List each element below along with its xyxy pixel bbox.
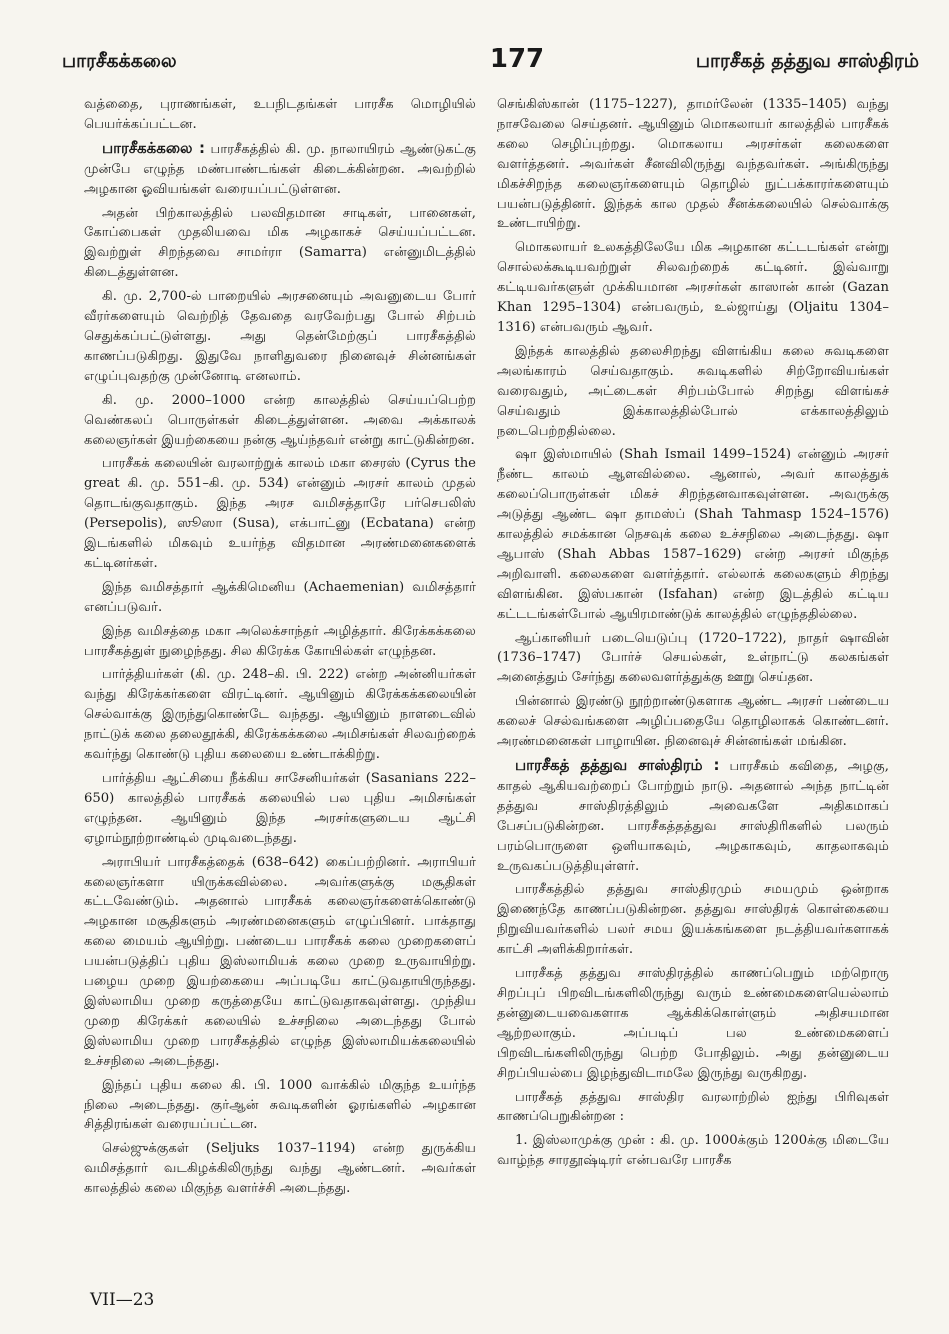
right-column (497, 95, 889, 1307)
paragraph (84, 665, 476, 765)
paragraph-text: மொகலாயர் உலகத்திலேயே மிக அழகான கட்டடங்கள் என்று சொல்லக்கூடியவற்றுள் சிலவற்றைக் கட்டினர். இவ்வாறு கட்டியவர்களுள் முக்கியமான அரசர்கள் காஸான் கான் (Gazan Khan 1295–1304) என்பவரும், உல்ஜாய்து (Oljaitu 1304–1316) என்பவரும் ஆவர். (497, 240, 889, 335)
paragraph (84, 391, 476, 451)
paragraph-text: பின்னால் இரண்டு நூற்றாண்டுகளாக ஆண்ட அரசர் பண்டைய கலைச் செல்வங்களை அழிப்பதையே தொழிலாகக் கொண்டனர். அரண்மனைகள் பாழாயின. நினைவுச் சின்னங்கள் மங்கின. (497, 694, 889, 750)
paragraph (84, 204, 476, 284)
paragraph (84, 1076, 476, 1136)
paragraph (84, 95, 476, 135)
paragraph-text: பாரசீகத்தில் தத்துவ சாஸ்திரமும் சமயமும் ஒன்றாக இணைந்தே காணப்படுகின்றன. தத்துவ சாஸ்திரக் கொள்கையை நிறுவியவர்களில் பலர் சமய இயக்கங்களை நடத்தியவர்களாகக் காட்சி அளிக்கிறார்கள். (497, 882, 889, 958)
paragraph (497, 756, 889, 876)
paragraph-text: வத்தைை, புராணங்கள், உபநிடதங்கள் பாரசீக மொழியில் பெயர்க்கப்பட்டன. (84, 97, 476, 132)
page-number: 177 (489, 44, 545, 74)
paragraph (497, 238, 889, 338)
paragraph-text: பாரசீகத் தத்துவ சாஸ்திரத்தில் காணப்பெறும் மற்றொரு சிறப்புப் பிறவிடங்களிலிருந்து வரும் உண்மைகளையெல்லாம் தன்னுடையவைகளாக ஆக்கிக்கொள்ளும் அதிசயமான ஆற்றலாகும். அப்படிப் பல உண்மைகளைப் பிறவிடங்களிலிருந்து பெற்ற போதிலும். அது தன்னுடைய சிறப்பியல்பை இழந்துவிடாமலே இருந்து வருகிறது. (497, 966, 889, 1081)
paragraph-text: பாரசீகத் தத்துவ சாஸ்திர வரலாற்றில் ஐந்து பிரிவுகள் காணப்பெறுகின்றன : (497, 1089, 889, 1125)
left-column (84, 95, 476, 1273)
paragraph (497, 95, 889, 234)
paragraph (497, 964, 889, 1083)
paragraph-text: பாரசீகம் கவிதை, அழகு, காதல் ஆகியவற்றைப் போற்றும் நாடு. அதனால் அந்த நாட்டின் தத்துவ சாஸ்திரத்திலும் அவைகளே அதிகமாகப் பேசப்படுகின்றன. பாரசீகத்தத்துவ சாஸ்திரிகளில் பலரும் பரம்பொருளை ஒளியாகவும், அழகாகவும், காதலாகவும் உருவகப்படுத்தியுள்ளர். (497, 759, 889, 874)
footer-signature: VII—23 (90, 1290, 155, 1310)
running-title-left: பாரசீகக்கலை (62, 50, 177, 72)
paragraph (84, 622, 476, 662)
paragraph-text: பாரசீகத்தில் கி. மு. நாலாயிரம் ஆண்டுகட்கு முன்பே எழுந்த மண்பாண்டங்கள் கிடைக்கின்றன. அவற்றில் அழகான ஓவியங்கள் வரையப்பட்டுள்ளன. (84, 141, 476, 197)
paragraph-text: இந்தக் காலத்தில் தலைசிறந்து விளங்கிய கலை சுவடிகளை அலங்காரம் செய்வதாகும். சுவடிகளில் சிற்றோவியங்கள் வரைவதும், அட்டைகள் சிற்பம்போல் சிறந்து விளங்கச் செய்வதும் இக்காலத்தில்போல் எக்காலத்திலும் நடைபெற்றதில்லை. (497, 343, 889, 439)
paragraph (497, 1088, 889, 1128)
paragraph-text: செங்கிஸ்கான் (1175–1227), தாமர்லேன் (1335–1405) வந்து நாசவேலை செய்தனர். ஆயினும் மொகலாயர் காலத்தில் பாரசீகக் கலை செழிப்புற்றது. மொகலாய அரசர்கள் கலைகளை வளர்த்தனர். அவர்கள் சீனவிலிருந்து வந்தவர்கள். அங்கிருந்து மிகச்சிறந்த கலைஞர்களையும் தொழில் நுட்பக்காரர்களையும் பயன்படுத்தினர். இந்தக் கால முதல் சீனக்கலையில் செல்வாக்கு உண்டாயிற்று. (497, 97, 889, 232)
paragraph-text: ஆப்கானியர் படையெடுப்பு (1720–1722), நாதர் ஷாவின் (1736–1747) போர்ச் செயல்கள், உள்நாட்டு கலகங்கள் அனைத்தும் சேர்ந்து கலைவளர்த்துக்கு ஊறு செய்தன. (497, 630, 889, 686)
paragraph (497, 692, 889, 752)
paragraph (497, 880, 889, 960)
paragraph (497, 1131, 889, 1171)
paragraph (84, 769, 476, 849)
paragraph (497, 342, 889, 442)
paragraph-text: 1. இஸ்லாமுக்கு முன் : கி. மு. 1000க்கும் 1200க்கு மிடையே வாழ்ந்த சாரதூஷ்டிரர் என்பவரே பாரசீக (497, 1133, 889, 1169)
paragraph (84, 139, 476, 200)
paragraph (84, 853, 476, 1072)
paragraph-text: அராபியர் பாரசீகத்தைக் (638–642) கைப்பற்றினர். அராபியர் கலைஞர்களா யிருக்கவில்லை. அவர்களுக்கு மசூதிகள் கட்டவேண்டும். அதனால் பாரசீகக் கலைஞர்களைக்கொண்டு அழகான மசூதிகளும் அரண்மனைகளும் எழுப்பினர். பாக்தாது கலை மையம் ஆயிற்று. பண்டைய பாரசீகக் கலை முறைகளைப் பயன்படுத்திப் புதிய இஸ்லாமியக் கலை முறை உருவாயிற்று. பழைய முறை இயற்கையை அப்படியே காட்டுவதாயிருந்தது. இஸ்லாமிய முறை கருத்தையே காட்டுவதாகவுள்ளது. முந்திய முறை கிரேக்கர் கலையில் உச்சநிலை அடைந்தது போல் இஸ்லாமிய முறை பாரசீகத்தில் எழுந்த இஸ்லாமியக்கலையில் உச்சநிலை அடைந்தது. (84, 854, 476, 1069)
paragraph-text: இந்த வமிசத்தை மகா அலெக்சாந்தர் அழித்தார். கிரேக்கக்கலை பாரசீகத்துள் நுழைந்தது. சில கிரேக்க கோயில்கள் எழுந்தன. (84, 623, 476, 659)
running-header (62, 44, 919, 84)
paragraph-text: கி. மு. 2,700-ல் பாறையில் அரசனையும் அவனுடைய போர் வீரர்களையும் வெற்றித் தேவதை வரவேற்பது போல் சிற்பம் செதுக்கப்பட்டுள்ளது. அது தென்மேற்குப் பாரசீகத்தில் காணப்படுகிறது. இதுவே நாளிதுவரை நினைவுச் சின்னங்கள் எழுப்புவதற்கு முன்னோடி எனலாம். (84, 289, 476, 384)
section-heading: பாரசீகத் தத்துவ சாஸ்திரம் : (515, 756, 720, 774)
paragraph-text: பார்த்தியர்கள் (கி. மு. 248–கி. பி. 222) என்ற அன்னியர்கள் வந்து கிரேக்கர்களை விரட்டினர். ஆயினும் கிரேக்கக்கலையின் செல்வாக்கு இருந்துகொண்டே வந்தது. ஆயினும் நாளடைவில் நாட்டுக் கலை தலைதூக்கி, கிரேக்கக்கலை அமிசங்கள் சிலவற்றைக் கவர்ந்து கொண்டு புதிய கலையை உண்டாக்கிற்று. (84, 667, 476, 763)
paragraph-text: இந்தப் புதிய கலை கி. பி. 1000 வாக்கில் மிகுந்த உயர்ந்த நிலை அடைந்தது. குர்ஆன் சுவடிகளின் ஓரங்களில் அழகான சித்திரங்கள் வரையப்பட்டன. (84, 1077, 476, 1133)
paragraph-text: செல்ஜுக்குகள் (Seljuks 1037–1194) என்ற துருக்கிய வமிசத்தார் வடகிழக்கிலிருந்து வந்து ஆண்டனர். அவர்கள் காலத்தில் கலை மிகுந்த வளர்ச்சி அடைந்தது. (84, 1141, 476, 1197)
paragraph-text: கி. மு. 2000–1000 என்ற காலத்தில் செய்யப்பெற்ற வெண்கலப் பொருள்கள் கிடைத்துள்ளன. அவை அக்காலக் கலைஞர்கள் இயற்கையை நன்கு ஆய்ந்தவர் என்று காட்டுகின்றன. (84, 392, 476, 448)
paragraph-text: அதன் பிற்காலத்தில் பலவிதமான சாடிகள், பானைகள், கோப்பைகள் முதலியவை மிக அழகாகச் செய்யப்பட்டன. இவற்றுள் சிறந்தவை சாமர்ரா (Samarra) என்னுமிடத்தில் கிடைத்துள்ளன. (84, 205, 476, 281)
paragraph-text: பார்த்திய ஆட்சியை நீக்கிய சாசேனியர்கள் (Sasanians 222–650) காலத்தில் பாரசீகக் கலையில் பல புதிய அமிசங்கள் எழுந்தன. ஆயினும் இந்த அரசர்களுடைய ஆட்சி ஏழாம்நூற்றாண்டில் முடிவடைந்தது. (84, 771, 476, 846)
paragraph (84, 1139, 476, 1199)
paragraph (497, 445, 889, 624)
paragraph (84, 578, 476, 618)
running-title-right: பாரசீகத் தத்துவ சாஸ்திரம் (695, 50, 919, 72)
section-heading: பாரசீகக்கலை : (102, 138, 206, 157)
paragraph-text: ஷா இஸ்மாயில் (Shah Ismail 1499–1524) என்னும் அரசர் நீண்ட காலம் ஆளவில்லை. ஆனால், அவர் காலத்துக் கலைப்பொருள்கள் மிகச் சிறந்தனவாகவுள்ளன. அவருக்கு அடுத்து ஆண்ட ஷா தாமஸ்ப் (Shah Tahmasp 1524–1576) காலத்தில் சமக்கான நெசவுக் கலை உச்சநிலை அடைந்தது. ஷா ஆபாஸ் (Shah Abbas 1587–1629) என்ற அரசர் மிகுந்த அறிவாளி. கலைகளை வளர்த்தார். எல்லாக் கலைகளும் சிறந்து விளங்கின. இஸ்பகான் (Isfahan) என்ற இடத்தில் கட்டிய கட்டடங்கள்போல் ஆயிரமாண்டுக் காலத்தில் எழுந்ததில்லை. (497, 447, 889, 622)
paragraph (84, 454, 476, 573)
paragraph (84, 287, 476, 387)
paragraph (497, 629, 889, 689)
paragraph-text: பாரசீகக் கலையின் வரலாற்றுக் காலம் மகா சைரஸ் (Cyrus the great கி. மு. 551–கி. மு. 534) என்னும் அரசர் காலம் முதல் தொடங்குவதாகும். இந்த அரச வமிசத்தாரே பர்செபலிஸ் (Persepolis), ஸூஸா (Susa), எக்பாட்னு (Ecbatana) என்ற இடங்களில் மிகவும் உயர்ந்த விதமான அரண்மனைகளைக் கட்டினர்கள். (84, 456, 476, 571)
paragraph-text: இந்த வமிசத்தார் ஆக்கிமெனிய (Achaemenian) வமிசத்தார் எனப்படுவர். (84, 579, 476, 615)
